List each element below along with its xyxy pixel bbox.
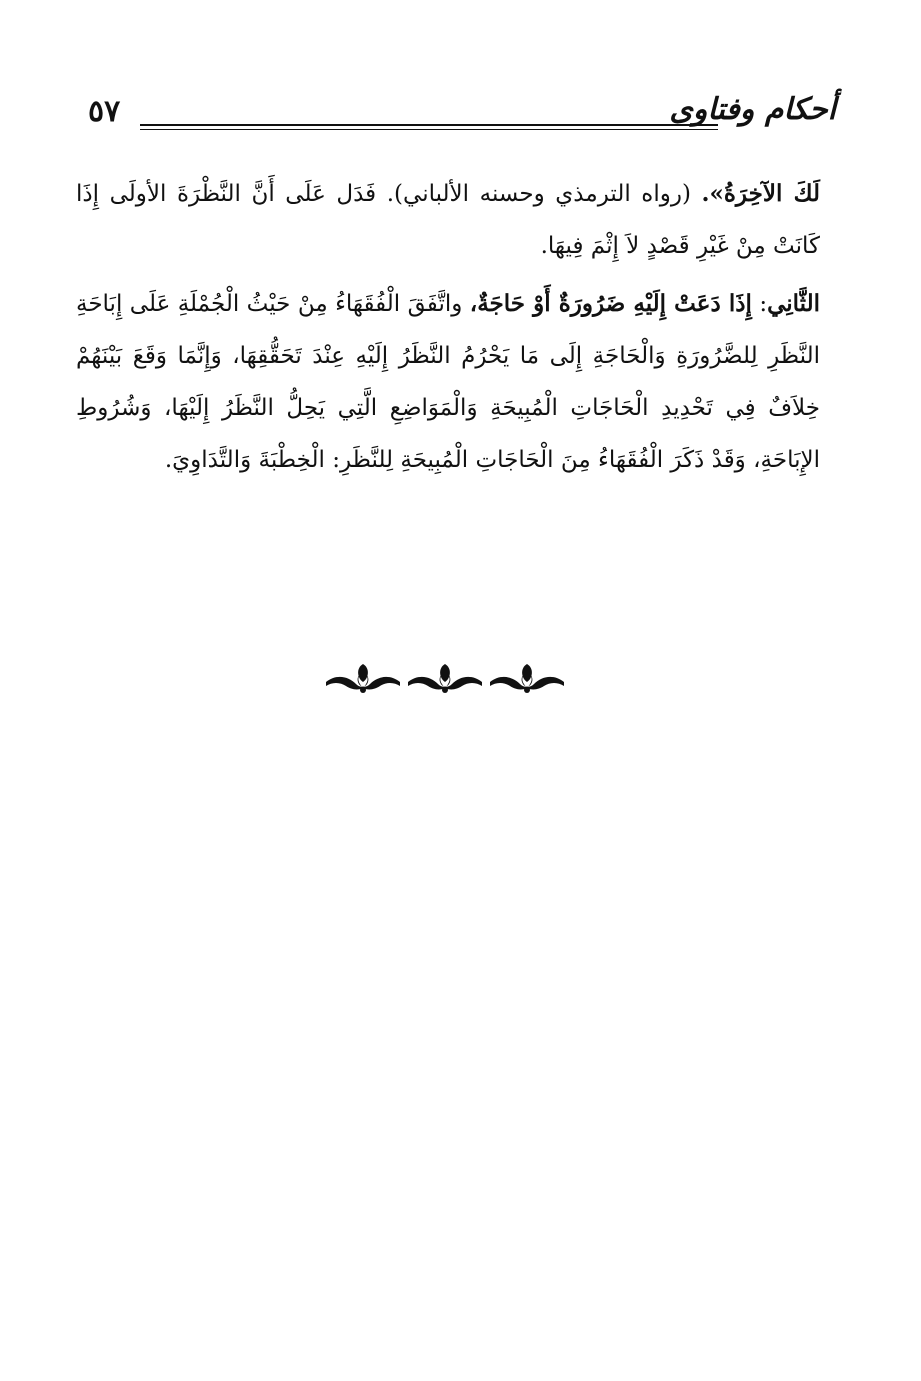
paragraph-1-text: فَدَل عَلَى أَنَّ النَّظْرَةَ الأولَى إِذَا كَانَتْ مِنْ غَيْرِ قَصْدٍ لاَ إِثْمَ فِيهَا. bbox=[76, 181, 820, 259]
header-rule bbox=[140, 124, 718, 130]
page-header bbox=[78, 92, 836, 140]
section-heading-text: إِذَا دَعَتْ إِلَيْهِ ضَرُورَةٌ أَوْ حَاجَةٌ، bbox=[469, 290, 752, 317]
section-label: الثَّانِي bbox=[767, 290, 820, 317]
paragraph-2-text: واتَّفَقَ الْفُقَهَاءُ مِنْ حَيْثُ الْجُمْلَةِ عَلَى إِبَاحَةِ النَّظَرِ لِلضَّرُورَةِ وَالْحَاجَةِ إِلَى مَا يَحْرُمُ النَّظَرُ إِلَيْهِ عِنْدَ تَحَقُّقِهَا، وَإِنَّمَا وَقَعَ بَيْنَهُمْ خِلاَفٌ فِي تَحْدِيدِ الْحَاجَاتِ الْمُبِيحَةِ وَالْمَوَاضِعِ الَّتِي يَحِلُّ النَّظَرُ إِلَيْهَا، وَشُرُوطِ الإِبَاحَةِ، وَقَدْ ذَكَرَ الْفُقَهَاءُ مِنَ الْحَاجَاتِ الْمُبِيحَةِ لِلنَّظَرِ: الْخِطْبَةَ وَالتَّدَاوِيَ. bbox=[76, 291, 820, 473]
page-number: ٥٧ bbox=[88, 94, 121, 129]
page-content bbox=[76, 168, 820, 486]
floral-ornament-unit bbox=[490, 664, 564, 693]
paragraph-1 bbox=[76, 168, 820, 272]
floral-ornament-icon bbox=[322, 660, 568, 700]
floral-ornament-unit bbox=[408, 664, 482, 693]
floral-ornament-unit bbox=[326, 664, 400, 693]
section-label-colon: : bbox=[751, 291, 768, 317]
hadith-citation: (رواه الترمذي وحسنه الألباني). bbox=[376, 181, 702, 207]
paragraph-2 bbox=[76, 278, 820, 486]
hadith-quote-end: لَكَ الآخِرَةُ». bbox=[701, 180, 821, 207]
book-title: أحكام وفتاوى bbox=[669, 92, 836, 127]
